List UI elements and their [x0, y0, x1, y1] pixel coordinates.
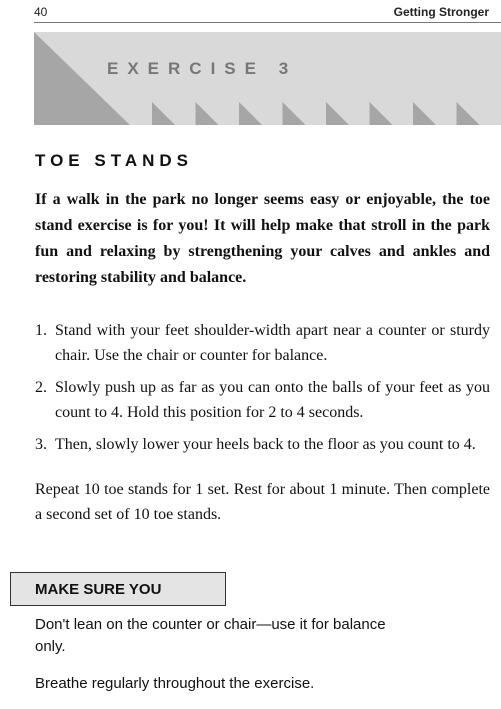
step-text: Stand with your feet shoulder-width apart near a counter or sturdy chair. Use the chair or counter for balance.	[55, 322, 490, 364]
callout-title: MAKE SURE YOU	[35, 581, 162, 598]
step-item	[35, 318, 490, 368]
step-text: Then, slowly lower your heels back to the floor as you count to 4.	[55, 436, 476, 453]
page-title: TOE STANDS	[35, 151, 193, 170]
intro-paragraph: If a walk in the park no longer seems easy or enjoyable, the toe stand exercise is for you! It will help make that stroll in the park fun and relaxing by strengthening your calves and ankles and restoring stability and balance.	[35, 191, 490, 286]
step-item	[35, 375, 490, 425]
exercise-label: EXERCISE 3	[107, 59, 298, 78]
steps-list	[35, 318, 490, 464]
step-item	[35, 432, 490, 457]
step-number: 2.	[35, 379, 47, 396]
step-text: Slowly push up as far as you can onto the balls of your feet as you count to 4. Hold this position for 2 to 4 seconds.	[55, 379, 490, 421]
page-number: 40	[34, 5, 48, 19]
make-sure-callout	[10, 572, 226, 606]
step-number: 1.	[35, 322, 47, 339]
running-head: Getting Stronger	[393, 5, 489, 19]
tip-item: Don't lean on the counter or chair—use it for balance only.	[35, 616, 386, 655]
tip-item: Breathe regularly throughout the exercise.	[35, 675, 315, 692]
repeat-instructions: Repeat 10 toe stands for 1 set. Rest for about 1 minute. Then complete a second set of 10 toe stands.	[35, 481, 490, 523]
step-number: 3.	[35, 436, 47, 453]
